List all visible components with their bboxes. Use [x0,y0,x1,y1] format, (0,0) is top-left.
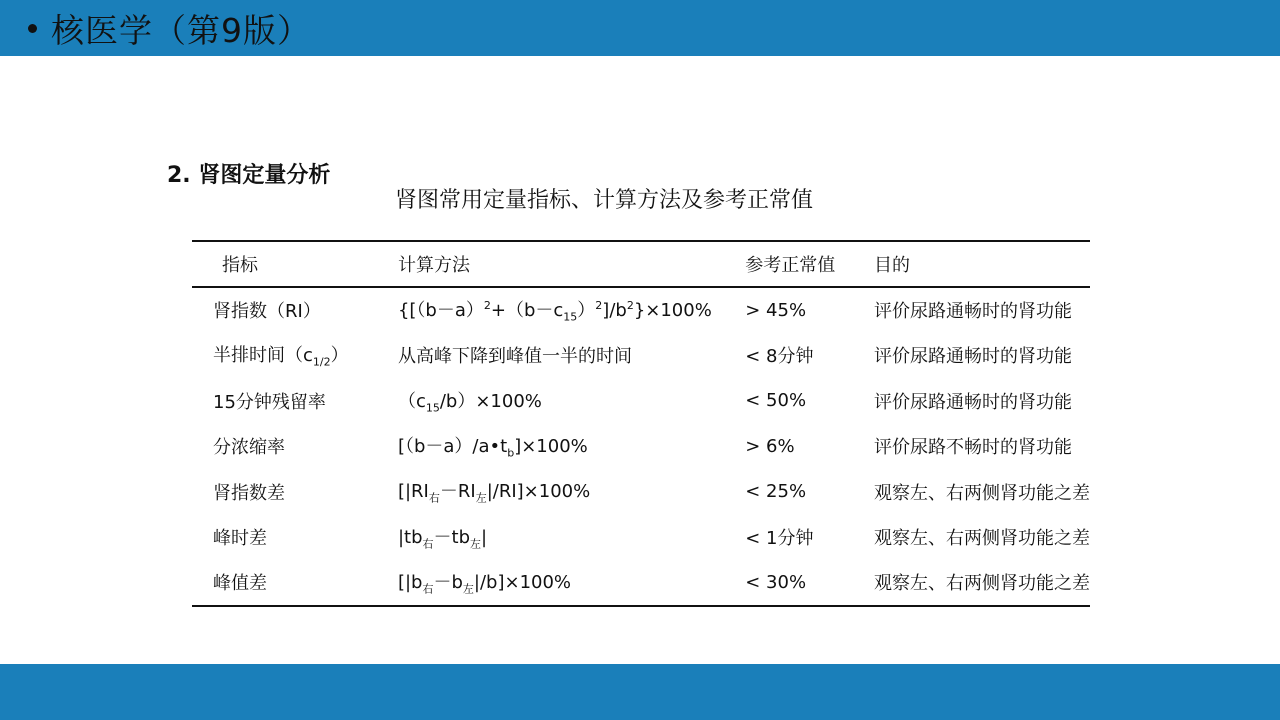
formula-cell-fragment: 2 [595,299,603,313]
formula-cell-fragment: |tb [397,526,423,548]
table-row [192,378,1090,424]
indicator-cell-fragment: 峰值差 [213,573,267,595]
formula-cell-fragment: 15 [563,311,578,325]
indicator-cell [192,469,398,515]
reference-cell: < 8分钟 [745,346,814,368]
formula-cell-fragment: | [481,526,488,548]
indicator-cell-fragment: 分浓缩率 [213,437,285,459]
formula-cell-fragment: ]/b [602,300,627,322]
indicator-cell-fragment: 肾指数（RI） [213,301,321,323]
formula-cell [398,515,745,561]
purpose-cell: 评价尿路不畅时的肾功能 [874,437,1072,459]
table-header-row [192,241,1090,287]
formula-cell-fragment: b [507,447,515,461]
formula-cell-fragment: 右 [422,582,434,596]
formula-cell-fragment: 15 [425,401,440,415]
purpose-cell: 观察左、右两侧肾功能之差 [874,482,1090,504]
reference-cell: < 50% [745,390,807,412]
table-row [192,515,1090,561]
formula-cell-fragment: －b [433,571,463,593]
formula-cell-fragment: [（b－a）/a•t [397,436,508,458]
indicator-cell [192,333,398,379]
formula-cell-fragment: 左 [475,492,487,506]
indicator-cell-fragment: 峰时差 [213,528,267,550]
formula-cell-fragment: 从高峰下降到峰值一半的时间 [397,346,632,368]
table-caption: 肾图常用定量指标、计算方法及参考正常值 [395,188,814,213]
formula-cell-fragment: /b）×100% [439,390,542,412]
formula-cell-fragment: 右 [422,537,434,551]
formula-cell-fragment: 左 [470,537,481,551]
table-row [192,287,1090,333]
indicator-cell [192,287,398,333]
purpose-cell: 评价尿路通畅时的肾功能 [874,391,1072,413]
formula-cell [398,378,745,424]
reference-cell: < 25% [745,481,807,503]
formula-cell-fragment: －RI [439,481,476,503]
footer-bar [0,664,1280,720]
purpose-cell: 观察左、右两侧肾功能之差 [874,573,1090,595]
formula-cell-fragment: ]×100% [514,436,588,458]
purpose-cell: 观察左、右两侧肾功能之差 [874,528,1090,550]
formula-cell [398,333,745,379]
column-header-reference: 参考正常值 [745,255,836,276]
reference-cell: < 1分钟 [745,528,814,550]
indicator-cell-fragment: 15分钟残留率 [213,391,326,413]
indicator-cell-fragment: 半排时间（c [213,345,313,367]
formula-cell [398,560,745,606]
formula-cell-fragment: }×100% [633,300,712,322]
reference-cell: < 30% [745,571,807,593]
bullet-icon [28,24,37,33]
section-heading: 2. 肾图定量分析 [167,163,331,188]
reference-cell: > 6% [745,435,795,457]
formula-cell-fragment: [|b [397,571,423,593]
column-header-purpose: 目的 [874,255,910,276]
formula-cell-fragment: 左 [462,582,474,596]
title-row [28,6,311,50]
table-row [192,424,1090,470]
formula-cell-fragment: 2 [626,299,634,313]
formula-cell-fragment: |/RI]×100% [486,481,591,503]
indicator-cell [192,560,398,606]
indicator-cell-fragment: 1/2 [312,356,331,370]
formula-cell-fragment: ） [577,300,596,322]
formula-cell-fragment: |/b]×100% [473,571,572,593]
table-row [192,469,1090,515]
column-header-indicator: 指标 [222,255,258,276]
formula-cell-fragment: [|RI [397,481,429,503]
formula-cell-fragment: －tb [433,526,470,548]
table-row [192,560,1090,606]
formula-cell-fragment: {[（b－a） [397,300,484,322]
formula-cell-fragment: 右 [428,492,440,506]
slide-title: 核医学（第9版） [51,10,311,50]
table-container [192,240,1090,607]
formula-cell [398,469,745,515]
indicator-cell-fragment: ） [330,345,349,367]
reference-cell: > 45% [745,299,807,321]
formula-cell [398,424,745,470]
table-body [192,287,1090,606]
purpose-cell: 评价尿路通畅时的肾功能 [874,346,1072,368]
formula-cell-fragment: （c [397,390,426,412]
column-header-formula: 计算方法 [397,255,470,276]
formula-cell-fragment: 2 [483,299,491,313]
indicator-cell [192,424,398,470]
indicator-cell [192,378,398,424]
table-row [192,333,1090,379]
formula-cell [398,287,745,333]
quantitative-index-table [192,240,1090,607]
indicator-cell-fragment: 肾指数差 [213,482,285,504]
indicator-cell [192,515,398,561]
formula-cell-fragment: +（b－c [490,300,564,322]
purpose-cell: 评价尿路通畅时的肾功能 [874,301,1072,323]
